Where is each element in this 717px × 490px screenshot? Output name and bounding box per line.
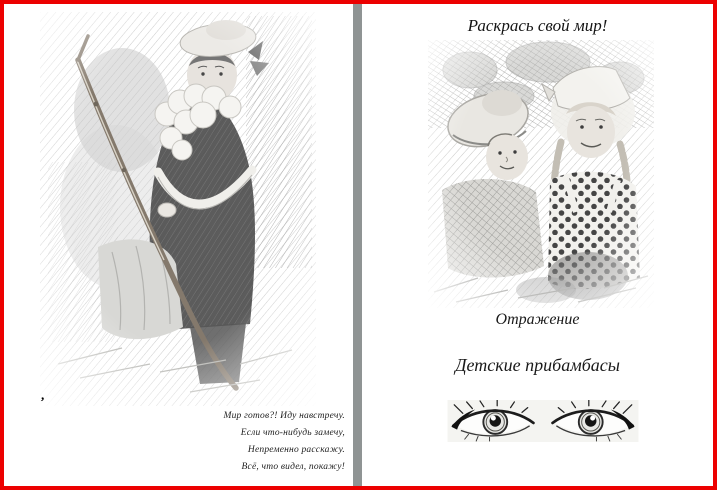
poem-line: Мир готов?! Иду навстречу. xyxy=(223,411,345,421)
pair-of-eyes-drawing xyxy=(444,400,642,442)
page-gutter xyxy=(353,4,362,486)
two-girls-sketch-image xyxy=(428,40,654,308)
poem-line: Непременно расскажу. xyxy=(247,445,345,455)
pencil-sketch-two-girls xyxy=(428,40,654,308)
poem-line: Если что-нибудь замечу, xyxy=(240,428,345,438)
page-left xyxy=(4,4,353,486)
page-right xyxy=(362,4,713,486)
poem-line: Всё, что видел, покажу! xyxy=(241,462,345,472)
stray-mark: ’ xyxy=(39,393,46,410)
caption-pribambasy: Детские прибамбасы xyxy=(455,355,620,375)
caption-reflection: Отражение xyxy=(495,311,580,328)
pencil-sketch-toddler xyxy=(40,12,316,406)
page-title: Раскрась свой мир! xyxy=(467,16,608,35)
eyes-drawing-image xyxy=(444,400,642,442)
child-with-staff-sketch-image xyxy=(40,12,316,406)
poem xyxy=(105,408,345,476)
